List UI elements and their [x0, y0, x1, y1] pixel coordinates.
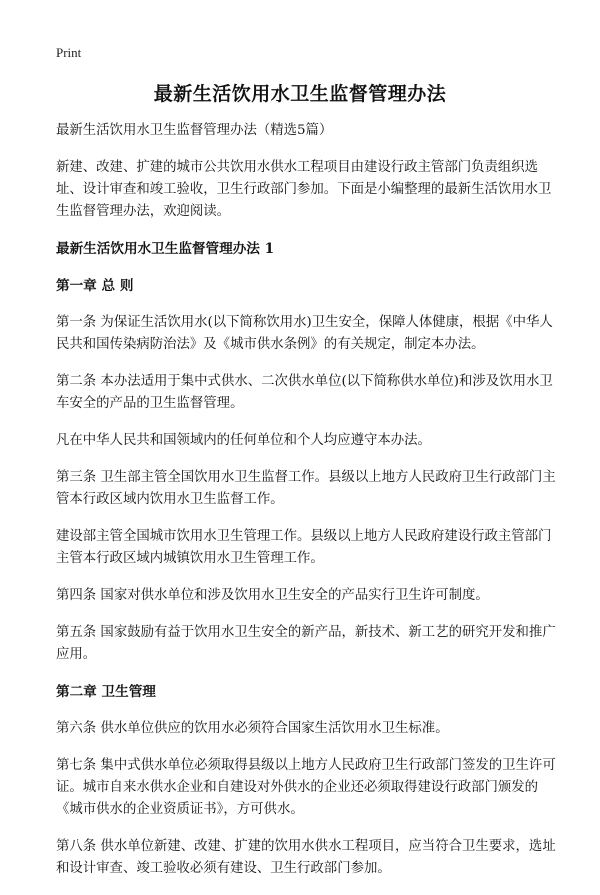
intro-paragraph: 新建、改建、扩建的城市公共饮用水供水工程项目由建设行政主管部门负责组织选址、设计审查和竣工验收，卫生行政部门参加。下面是小编整理的最新生活饮用水卫生监督管理办法，欢迎阅读。 [56, 160, 552, 219]
section-heading: 最新生活饮用水卫生监督管理办法 1 [56, 241, 275, 257]
print-link[interactable]: Print [56, 45, 82, 60]
article-2-note: 凡在中华人民共和国领域内的任何单位和个人均应遵守本办法。 [56, 433, 431, 448]
article-2: 第二条 本办法适用于集中式供水、二次供水单位(以下简称供水单位)和涉及饮用水卫车安全的产品的卫生监督管理。 [56, 374, 553, 411]
chapter-2-heading: 第二章 卫生管理 [56, 684, 156, 700]
article-3-construction: 建设部主管全国城市饮用水卫生管理工作。县级以上地方人民政府建设行政主管部门主管本行政区域内城镇饮用水卫生管理工作。 [56, 529, 552, 566]
article-7: 第七条 集中式供水单位必须取得县级以上地方人民政府卫生行政部门签发的卫生许可证。城市自来水供水企业和自建设对外供水的企业还必须取得建设行政部门颁发的《城市供水的企业资质证书》，方可供水。 [56, 758, 556, 817]
article-3: 第三条 卫生部主管全国饮用水卫生监督工作。县级以上地方人民政府卫生行政部门主管本行政区域内饮用水卫生监督工作。 [56, 470, 556, 507]
article-6: 第六条 供水单位供应的饮用水必须符合国家生活饮用水卫生标准。 [56, 721, 449, 736]
article-4: 第四条 国家对供水单位和涉及饮用水卫生安全的产品实行卫生许可制度。 [56, 588, 489, 603]
subtitle: 最新生活饮用水卫生监督管理办法（精选5篇） [56, 123, 333, 138]
document-body [56, 120, 556, 895]
article-5: 第五条 国家鼓励有益于饮用水卫生安全的新产品，新技术、新工艺的研究开发和推广应用。 [56, 625, 556, 662]
article-1: 第一条 为保证生活饮用水(以下简称饮用水)卫生安全，保障人体健康，根据《中华人民共和国传染病防治法》及《城市供水条例》的有关规定，制定本办法。 [56, 315, 553, 352]
article-8: 第八条 供水单位新建、改建、扩建的饮用水供水工程项目，应当符合卫生要求，选址和设计审查、竣工验收必须有建设、卫生行政部门参加。 [56, 839, 556, 876]
chapter-1-heading: 第一章 总 则 [56, 278, 134, 294]
page-title: 最新生活饮用水卫生监督管理办法 [153, 83, 447, 105]
